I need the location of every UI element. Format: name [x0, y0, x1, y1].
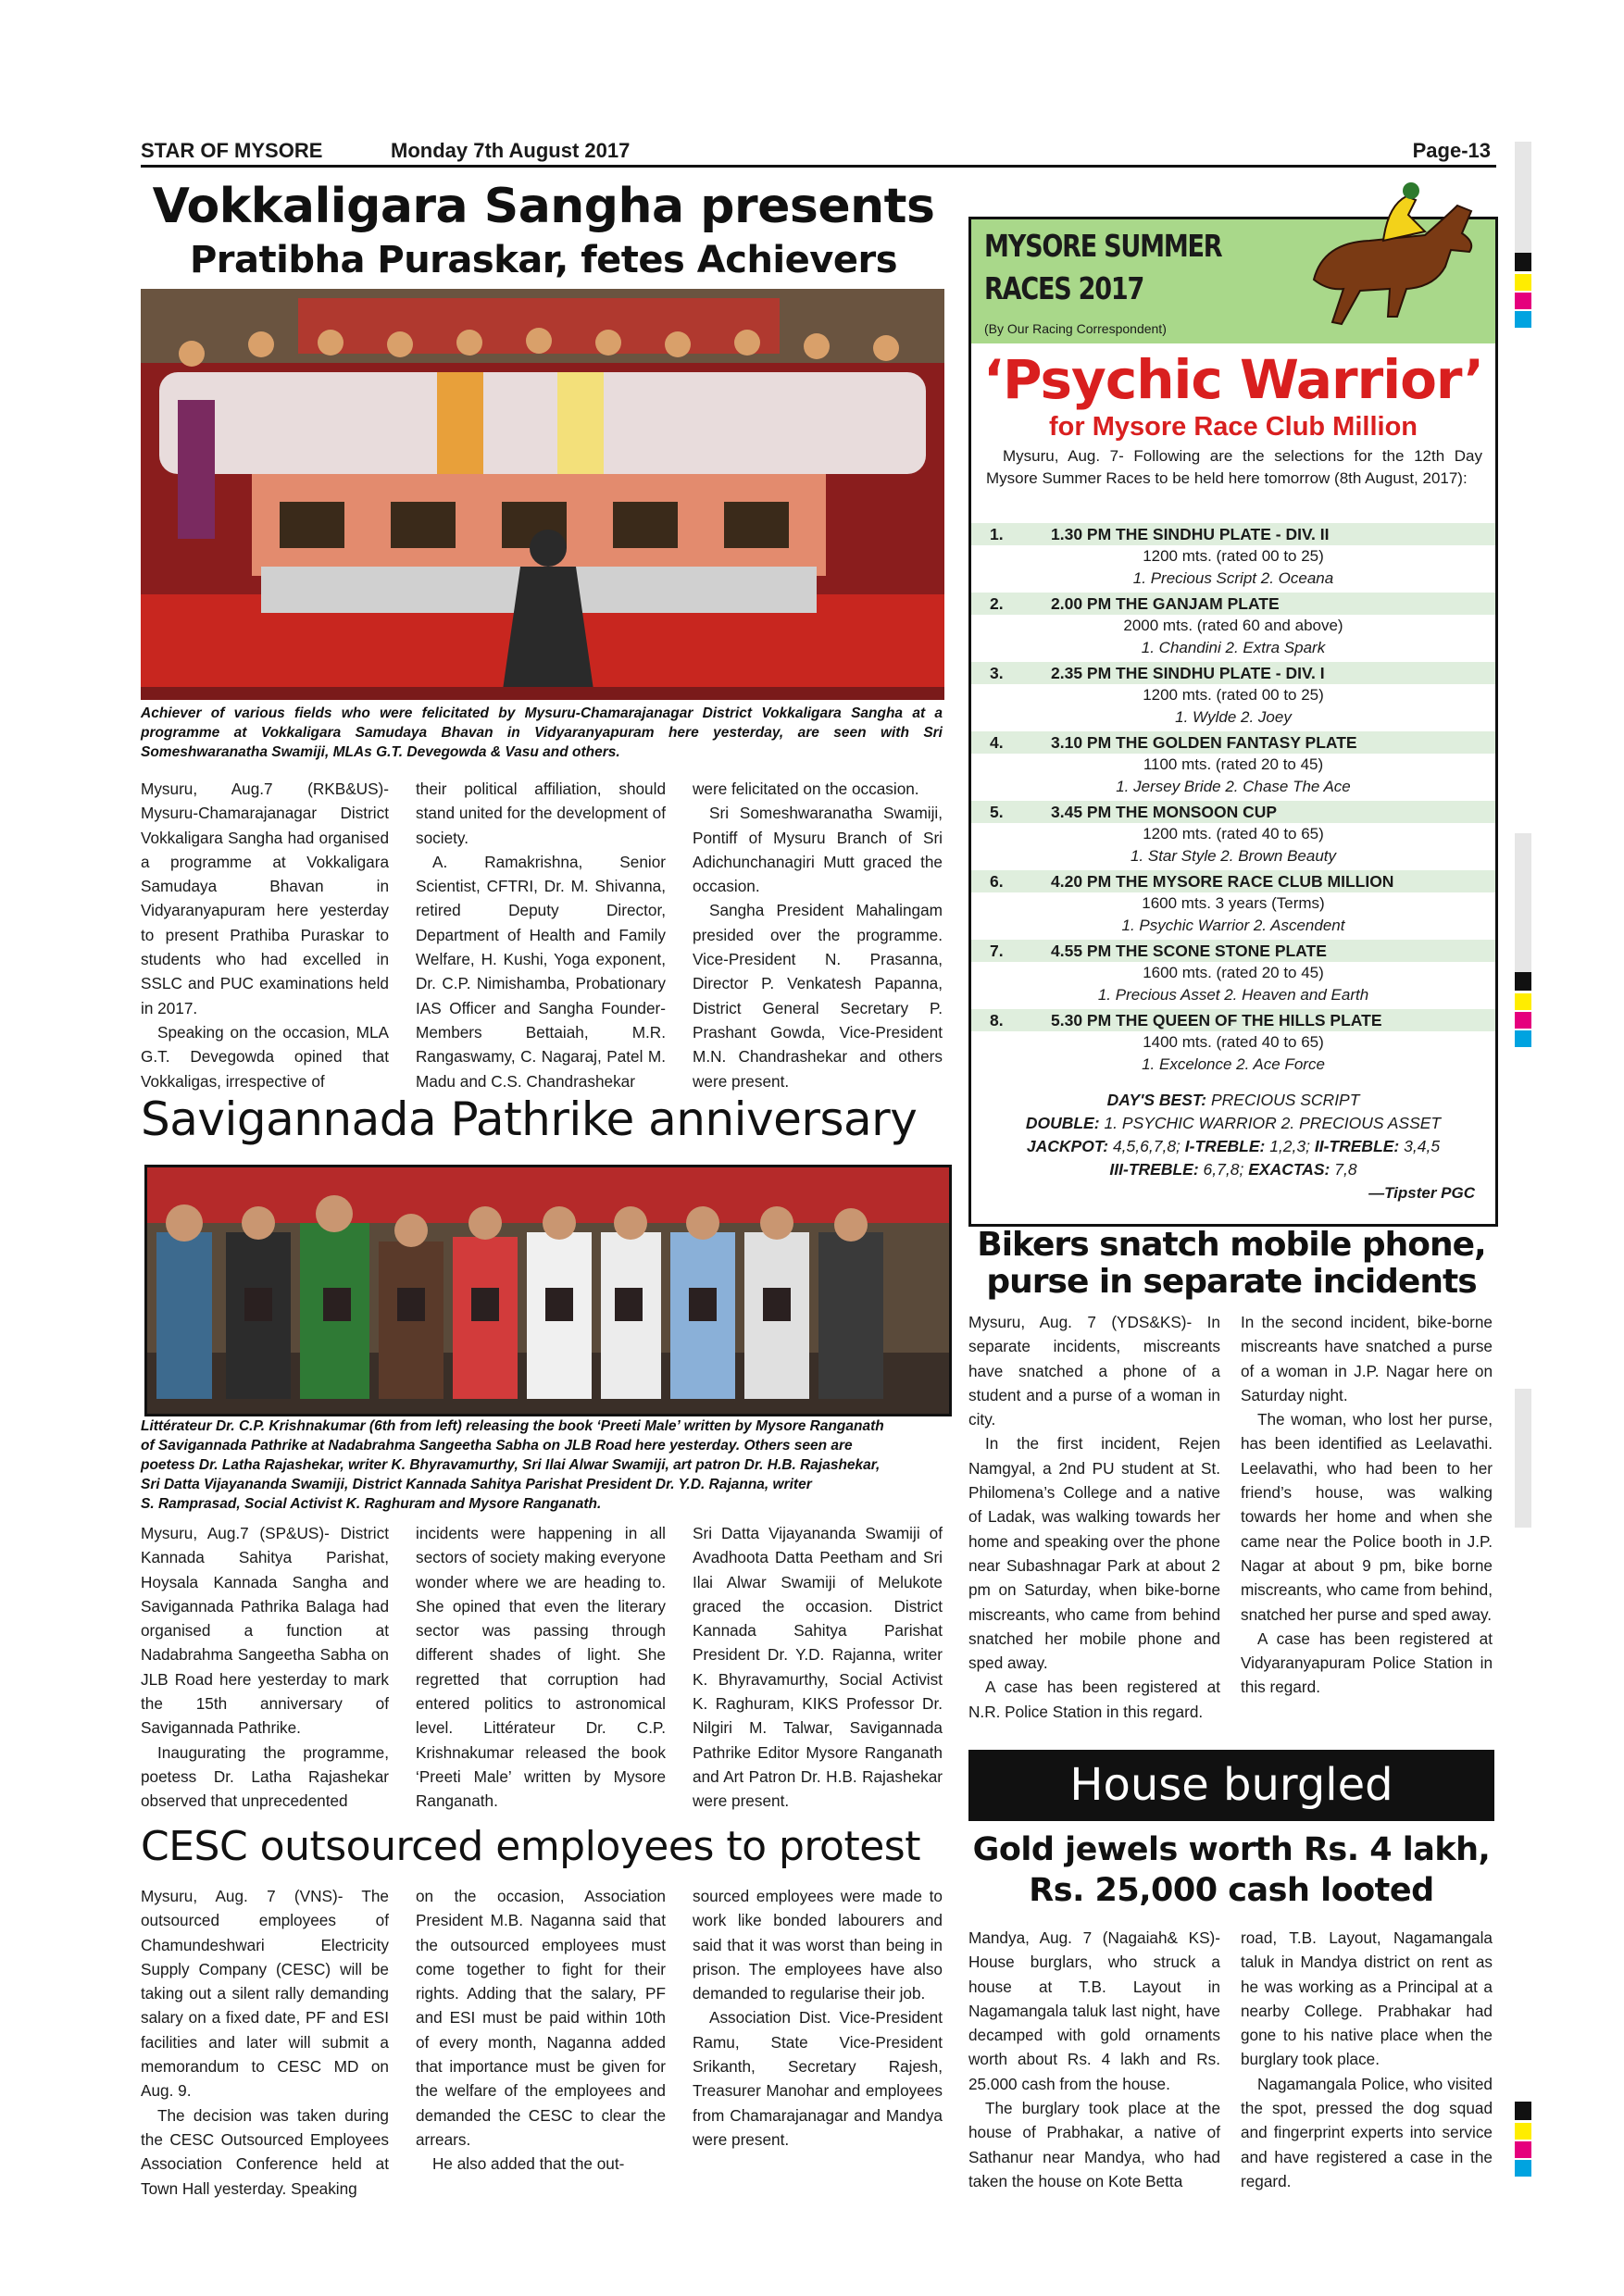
race-picks: 1. Precious Asset 2. Heaven and Earth: [1097, 986, 1369, 1004]
race-detail: 1200 mts. (rated 00 to 25): [1143, 686, 1324, 704]
paragraph: Speaking on the occasion, MLA G.T. Devegowda opined that Vokkaligas, irrespective of: [141, 1022, 389, 1091]
race-title: 3.45 PM THE MONSOON CUP: [1051, 803, 1278, 821]
race-title: 2.00 PM THE GANJAM PLATE: [1051, 594, 1280, 613]
paragraph: Mysuru, Aug. 7 (VNS)- The outsourced employees of Chamundeshwari Electricity Supply Company (CESC) will be taking out a silent rally demanding salary on a fixed date, PF and ESI facilities and later will submit a memorandum to CESC MD on Aug. 9.: [141, 1887, 389, 2101]
caption-line: poetess Dr. Latha Rajashekar, writer K. Bhyravamurthy, Sri Ilai Alwar Swamiji, art patron Dr. H.B. Rajashekar,: [141, 1457, 881, 1473]
story3-headline: CESC outsourced employees to protest: [141, 1823, 920, 1870]
caption-line: S. Ramprasad, Social Activist K. Raghuram and Mysore Ranganath.: [141, 1496, 602, 1512]
story3-column-3: [693, 1884, 943, 2201]
tips-label: II-TREBLE:: [1314, 1137, 1400, 1155]
paragraph: Mysuru, Aug. 7 (YDS&KS)- In separate incidents, miscreants have snatched a phone of a student and a purse of a woman in city.: [968, 1313, 1220, 1429]
paragraph: A case has been registered at Vidyaranyapuram Police Station in this regard.: [1241, 1628, 1493, 1697]
story5-column-1: [968, 1926, 1220, 2193]
story5-headline-line: Gold jewels worth Rs. 4 lakh,: [972, 1831, 1491, 1868]
story5-column-2: [1241, 1926, 1493, 2193]
race-picks: 1. Jersey Bride 2. Chase The Ace: [1116, 778, 1351, 795]
page-number: Page-13: [1412, 139, 1491, 162]
race-intro: [986, 445, 1482, 490]
tips-value: 7,8: [1334, 1160, 1357, 1179]
yellow-swatch: [1515, 2123, 1531, 2140]
race-picks: 1. Star Style 2. Brown Beauty: [1130, 847, 1337, 865]
race-box: [968, 217, 1498, 1227]
tips-jackpot: [971, 1135, 1495, 1158]
magenta-swatch: [1515, 2141, 1531, 2158]
black-swatch: [1515, 972, 1531, 991]
race-headline: ‘Psychic Warrior’: [982, 348, 1484, 411]
story1-column-3: [693, 777, 943, 1093]
race-number: 5.: [990, 803, 1004, 821]
caption-line: Sri Datta Vijayananda Swamiji, District Kannada Sahitya Parishat President Dr. Y.D. Rajanna, writer: [141, 1477, 812, 1492]
race-number: 7.: [990, 942, 1004, 960]
black-swatch: [1515, 2102, 1531, 2120]
paragraph: Sangha President Mahalingam presided over the programme. Vice-President N. Prasanna, Director P. Venkatesh Papanna, District General Secretary P. Prashant Gowda, Vice-President M.N. Chandrashekar and others were present.: [693, 901, 943, 1091]
story1-column-2: [416, 777, 666, 1093]
paragraph: In the second incident, bike-borne miscreants have snatched a purse of a woman in J.P. Nagar here on Saturday night.: [1241, 1313, 1493, 1404]
cyan-swatch: [1515, 311, 1531, 328]
race-detail: 1200 mts. (rated 40 to 65): [1143, 825, 1324, 842]
tips-value: 4,5,6,7,8;: [1112, 1137, 1181, 1155]
story4-body: [968, 1310, 1493, 1724]
race-title: 1.30 PM THE SINDHU PLATE - DIV. II: [1051, 525, 1330, 543]
paragraph: The woman, who lost her purse, has been identified as Leelavathi. Leelavathi, who had been to her friend’s house, was walking towards her home and when she came near the Police booth in J.P. Nagar at about 9 pm, bike borne miscreants, who came from behind, snatched her purse and sped away.: [1241, 1410, 1493, 1624]
magenta-swatch: [1515, 293, 1531, 309]
paragraph: Sri Datta Vijayananda Swamiji of Avadhoota Datta Peetham and Sri Ilai Alwar Swamiji of Melukote graced the occasion. District Kannada Sahitya Parishat President Dr. Y.D. Rajanna, writer K. Bhyravamurthy, Social Activist K. Raghuram, KIKS Professor Dr. Nilgiri M. Talwar, Savigannada Pathrike Editor Mysore Ranganath and Art Patron Dr. H.B. Rajashekar were present.: [693, 1524, 943, 1811]
race-title: 4.20 PM THE MYSORE RACE CLUB MILLION: [1051, 872, 1394, 891]
story1-column-1: [141, 777, 389, 1093]
paragraph: their political affiliation, should stand united for the development of society.: [416, 780, 666, 847]
race-title: 5.30 PM THE QUEEN OF THE HILLS PLATE: [1051, 1011, 1382, 1029]
paragraph: Mysuru, Aug.7 (SP&US)- District Kannada Sahitya Parishat, Hoysala Kannada Sangha and Savigannada Pathrika Balaga had organised a function at Nadabrahma Sangeetha Sabha on JLB Road here yesterday to mark the 15th anniversary of Savigannada Pathrike.: [141, 1524, 389, 1738]
paragraph: Mysuru, Aug.7 (RKB&US)- Mysuru-Chamarajanagar District Vokkaligara Sangha had organised a programme at Vokkaligara Samudaya Bhavan in Vidyaranyapuram here yesterday to present Prathiba Puraskar to students who had excelled in SSLC and PUC examinations held in 2017.: [141, 780, 389, 1017]
race-subhead: for Mysore Race Club Million: [1049, 412, 1418, 442]
story1-subhead: Pratibha Puraskar, fetes Achievers: [189, 239, 897, 281]
paragraph: Sri Someshwaranatha Swamiji, Pontiff of Mysuru Branch of Sri Adichunchanagiri Mutt graced the occasion.: [693, 804, 943, 896]
story4-headline-line: purse in separate incidents: [986, 1263, 1477, 1301]
story4-column-1: [968, 1310, 1220, 1724]
race-detail: 1100 mts. (rated 20 to 45): [1143, 755, 1324, 773]
story2-column-2: [416, 1521, 666, 1814]
yellow-swatch: [1515, 993, 1531, 1010]
story3-column-2: [416, 1884, 666, 2201]
cyan-swatch: [1515, 2160, 1531, 2177]
paper-name: STAR OF MYSORE: [141, 139, 323, 162]
race-header-line: MYSORE SUMMER: [984, 228, 1222, 264]
paragraph: In the first incident, Rejen Namgyal, a 2nd PU student at St. Philomena’s College and a native of Ladak, was walking towards her home and speaking over the phone near Subashnagar Park at about 2 pm on Saturday, when bike-borne miscreants, who came from behind snatched her mobile phone and sped away.: [968, 1434, 1220, 1673]
story4-headline-line: Bikers snatch mobile phone,: [977, 1226, 1486, 1264]
tips-value: 1. PSYCHIC WARRIOR 2. PRECIOUS ASSET: [1104, 1114, 1442, 1132]
house-burgled-banner: House burgled: [968, 1750, 1494, 1821]
race-picks: 1. Chandini 2. Extra Spark: [1141, 639, 1326, 656]
race-detail: 1600 mts. (rated 20 to 45): [1143, 964, 1324, 981]
tipster-signature: —Tipster PGC: [1368, 1184, 1475, 1202]
race-number: 4.: [990, 733, 1004, 752]
race-title: 2.35 PM THE SINDHU PLATE - DIV. I: [1051, 664, 1325, 682]
issue-date: Monday 7th August 2017: [391, 139, 631, 162]
race-detail: 1400 mts. (rated 40 to 65): [1143, 1033, 1324, 1051]
paragraph: road, T.B. Layout, Nagamangala taluk in Mandya district on rent as he was working as a Principal at a nearby College. Prabhakar had gone to his native place when the burglary took place.: [1241, 1928, 1493, 2069]
race-number: 1.: [990, 525, 1004, 543]
story2-headline: Savigannada Pathrike anniversary: [141, 1092, 918, 1146]
story3-body: [141, 1884, 943, 2201]
tips-label: JACKPOT:: [1026, 1137, 1109, 1155]
story5-body: [968, 1926, 1493, 2193]
race-header: [971, 219, 1495, 343]
tips-label: DOUBLE:: [1025, 1114, 1100, 1132]
tips-value: PRECIOUS SCRIPT: [1210, 1091, 1360, 1109]
racehorse-icon: [1286, 178, 1490, 335]
race-title: 4.55 PM THE SCONE STONE PLATE: [1051, 942, 1327, 960]
grey-strip: [1515, 1389, 1531, 1528]
race-number: 3.: [990, 664, 1004, 682]
masthead: [141, 139, 1496, 168]
paragraph: He also added that the out-: [432, 2154, 625, 2174]
race-detail: 1600 mts. 3 years (Terms): [1142, 894, 1325, 912]
story2-caption: [141, 1416, 943, 1514]
race-title: 3.10 PM THE GOLDEN FANTASY PLATE: [1051, 733, 1357, 752]
tips-double: [971, 1112, 1495, 1135]
story2-column-3: [693, 1521, 943, 1814]
tips-value: 3,4,5: [1404, 1137, 1441, 1155]
paragraph: Inaugurating the programme, poetess Dr. Latha Rajashekar observed that unprecedented: [141, 1742, 389, 1811]
race-byline: (By Our Racing Correspondent): [984, 321, 1167, 336]
tips-label: III-TREBLE:: [1109, 1160, 1199, 1179]
paragraph: on the occasion, Association President M.B. Naganna said that the outsourced employees must come together to fight for their rights. Adding that the salary, PF and ESI must be paid within 10th of every month, Naganna added that importance must be given for the welfare of the employees and demanded the CESC to clear the arrears.: [416, 1887, 666, 2149]
paragraph: incidents were happening in all sectors of society making everyone wonder where we are heading to. She opined that even the literary sector was passing through different shades of light. She regretted that corruption had entered politics to astronomical level. Littérateur Dr. C.P. Krishnakumar released the book ‘Preeti Male’ written by Mysore Ranganath.: [416, 1524, 666, 1811]
paragraph: Mysuru, Aug. 7- Following are the selections for the 12th Day Mysore Summer Races to be held here tomorrow (8th August, 2017):: [986, 447, 1482, 487]
race-picks: 1. Precious Script 2. Oceana: [1132, 569, 1334, 587]
race-picks: 1. Excelonce 2. Ace Force: [1142, 1055, 1325, 1073]
race-header-line: RACES 2017: [984, 270, 1144, 306]
grey-strip: [1515, 833, 1531, 972]
race-number: 8.: [990, 1011, 1004, 1029]
paragraph: Mandya, Aug. 7 (Nagaiah& KS)- House burglars, who struck a house at T.B. Layout in Nagamangala taluk last night, have decamped with gold ornaments worth about Rs. 4 lakh and Rs. 25.000 cash from the house.: [968, 1928, 1220, 2093]
story1-photo: [141, 289, 944, 700]
paragraph: were felicitated on the occasion.: [693, 780, 919, 798]
paragraph: The decision was taken during the CESC Outsourced Employees Association Conference held at Town Hall yesterday. Speaking: [141, 2105, 389, 2198]
story2-column-1: [141, 1521, 389, 1814]
caption-line: of Savigannada Pathrike at Nadabrahma Sangeetha Sabha on JLB Road here yesterday. Others seen are: [141, 1438, 853, 1454]
race-number: 6.: [990, 872, 1004, 891]
paragraph: The burglary took place at the house of Prabhakar, a native of Sathanur near Mandya, who had taken the house on Kote Betta: [968, 2099, 1220, 2190]
tips-label: EXACTAS:: [1248, 1160, 1330, 1179]
caption-line: Littérateur Dr. C.P. Krishnakumar (6th from left) releasing the book ‘Preeti Male’ written by Mysore Ranganath: [141, 1418, 884, 1434]
story4-column-2: [1241, 1310, 1493, 1724]
paragraph: Nagamangala Police, who visited the spot, pressed the dog squad and fingerprint experts into service and have registered a case in the regard.: [1241, 2074, 1493, 2190]
story5-headline-line: Rs. 25,000 cash looted: [1029, 1872, 1434, 1909]
black-swatch: [1515, 253, 1531, 271]
race-detail: 1200 mts. (rated 00 to 25): [1143, 547, 1324, 565]
story3-column-1: [141, 1884, 389, 2201]
paragraph: sourced employees were made to work like bonded labourers and said that it was worst than being in prison. The employees have also demanded to regularise their job.: [693, 1887, 943, 2003]
story2-body: [141, 1521, 943, 1814]
cyan-swatch: [1515, 1030, 1531, 1047]
tips-days-best: [971, 1089, 1495, 1112]
tips-value: 6,7,8;: [1203, 1160, 1244, 1179]
race-detail: 2000 mts. (rated 60 and above): [1123, 617, 1343, 634]
story1-headline: Vokkaligara Sangha presents: [152, 179, 935, 234]
race-number: 2.: [990, 594, 1004, 613]
paragraph: A case has been registered at N.R. Police Station in this regard.: [968, 1678, 1220, 1721]
yellow-swatch: [1515, 274, 1531, 291]
paragraph: Association Dist. Vice-President Ramu, State Vice-President Srikanth, Secretary Rajesh, Treasurer Manohar and employees from Chamarajanagar and Mandya were present.: [693, 2008, 943, 2149]
paragraph: A. Ramakrishna, Senior Scientist, CFTRI, Dr. M. Shivanna, retired Deputy Director, Department of Health and Family Welfare, H. Kushi, Yoga exponent, Dr. C.P. Nimishamba, Probationary IAS Officer and Sangha Founder-Members Bettaiah, M.R. Rangaswamy, C. Nagaraj, Patel M. Madu and C.S. Chandrashekar: [416, 852, 666, 1091]
grey-strip: [1515, 142, 1531, 253]
tips-label: I-TREBLE:: [1184, 1137, 1266, 1155]
story1-caption: Achiever of various fields who were felicitated by Mysuru-Chamarajanagar District Vokkaligara Sangha at a programme at Vokkaligara Samudaya Bhavan in Vidyaranyapuram here yesterday, are seen with Sri Someshwaranatha Swamiji, MLAs G.T. Devegowda & Vasu and others.: [141, 705, 943, 760]
race-picks: 1. Psychic Warrior 2. Ascendent: [1121, 917, 1345, 934]
story1-body: [141, 777, 943, 1093]
tips-iii-treble: [971, 1158, 1495, 1181]
tips-label: DAY'S BEST:: [1106, 1091, 1207, 1109]
race-picks: 1. Wylde 2. Joey: [1175, 708, 1292, 726]
story2-photo: [144, 1165, 952, 1416]
magenta-swatch: [1515, 1012, 1531, 1029]
tips-value: 1,2,3;: [1269, 1137, 1310, 1155]
